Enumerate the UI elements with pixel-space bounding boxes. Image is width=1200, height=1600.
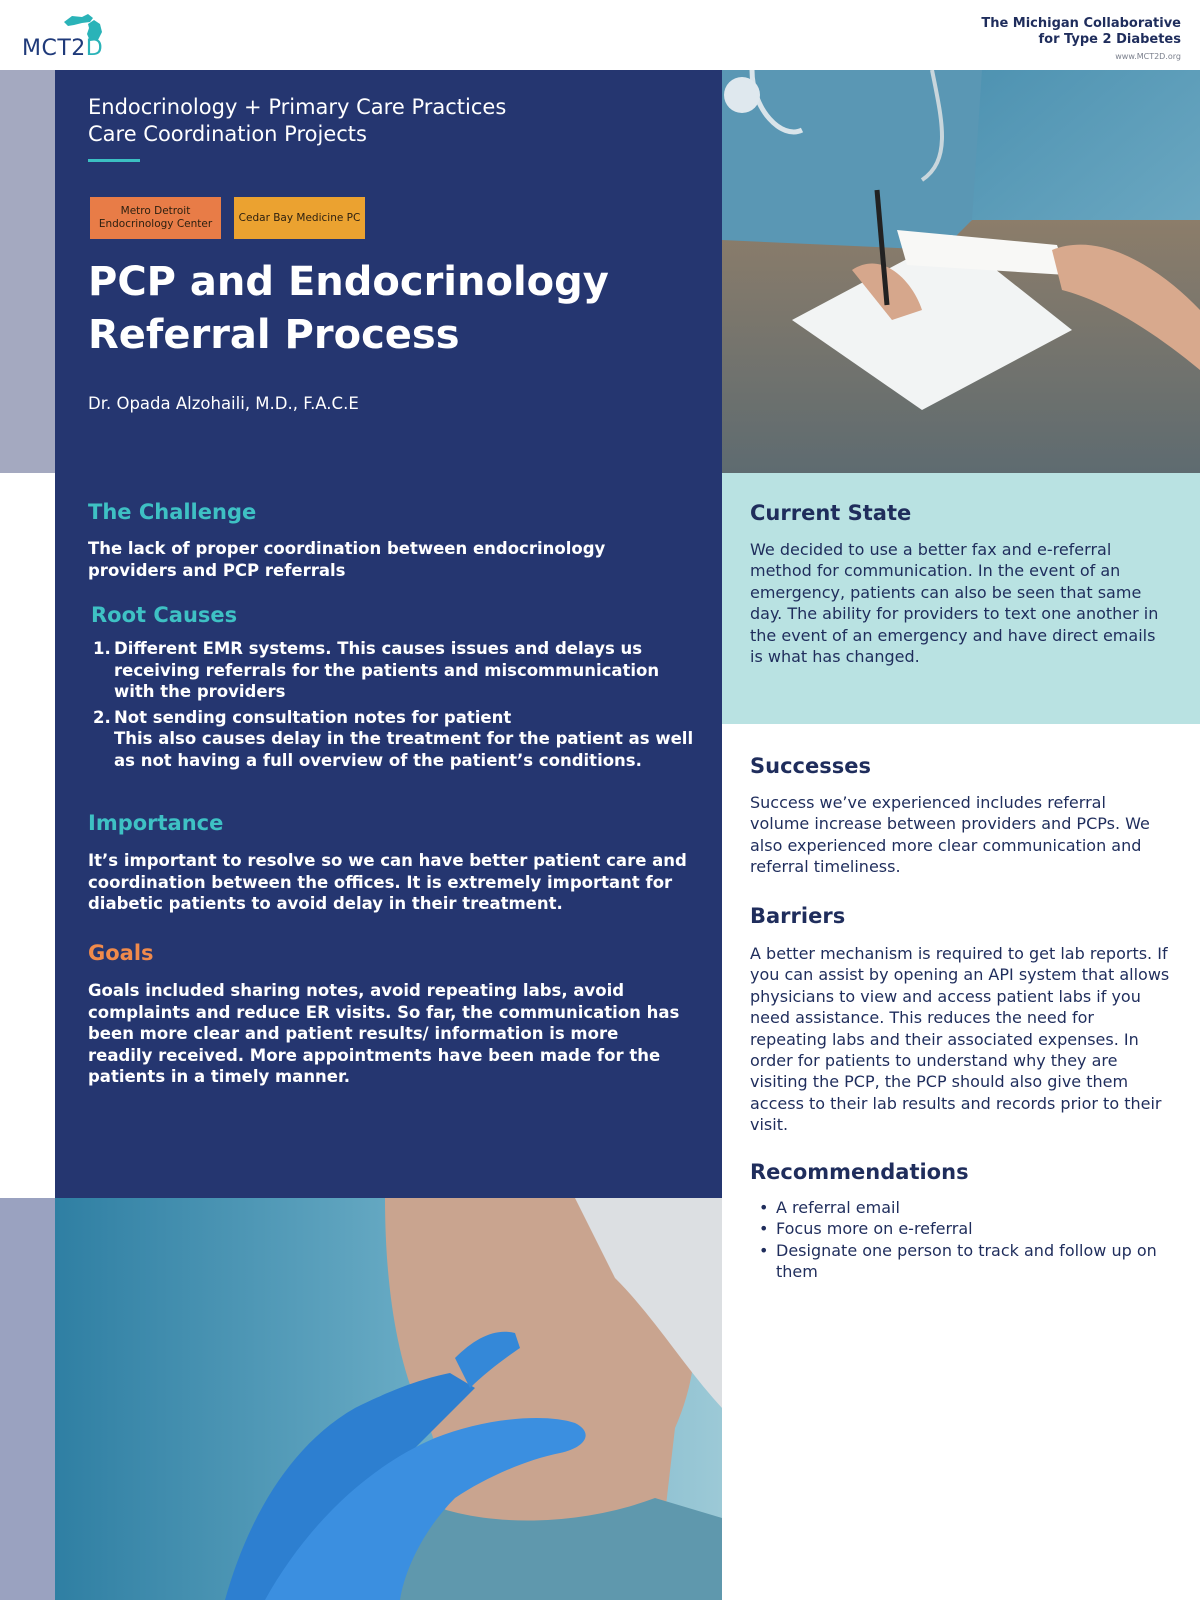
photo-thyroid-exam bbox=[55, 1198, 722, 1600]
current-state-body: We decided to use a better fax and e-referral method for communication. In the event of an emergency, patients can also be seen that same day. The ability for providers to text one another in the event of an emergency and have direct emails is what has changed. bbox=[750, 540, 1159, 667]
left-accent-strip-top bbox=[0, 70, 55, 473]
list-item-text: Focus more on e-referral bbox=[776, 1219, 973, 1239]
bullet: • bbox=[759, 1240, 769, 1260]
list-item bbox=[88, 638, 698, 703]
tag-line2: Endocrinology Center bbox=[98, 218, 213, 230]
list-item bbox=[750, 1240, 1170, 1283]
org-name-line1: The Michigan Collaborative bbox=[981, 16, 1181, 31]
root-causes-list bbox=[88, 638, 698, 771]
project-divider bbox=[88, 159, 140, 162]
project-line1: Endocrinology + Primary Care Practices bbox=[88, 95, 507, 119]
main-navy-panel bbox=[55, 70, 722, 1198]
logo-text-main: MCT2 bbox=[22, 36, 86, 61]
doctor-photo-illustration bbox=[722, 70, 1200, 473]
barriers-body: A better mechanism is required to get lab reports. If you can assist by opening an API system that allows physicians to view and access patient labs if you need assistance. This reduces the need for repeating labs and their associated expenses. In order for patients to understand why they are visiting the PCP, the PCP should also give them access to their lab results and records prior to their visit. bbox=[750, 944, 1170, 1135]
project-subtitle bbox=[88, 94, 506, 148]
importance-body: It’s important to resolve so we can have better patient care and coordination between the offices. It is extremely important for diabetic patients to avoid delay in their treatment. bbox=[88, 851, 687, 913]
successes-heading: Successes bbox=[750, 754, 871, 778]
tag-line1: Metro Detroit bbox=[120, 205, 191, 217]
photo-doctor-writing-referral bbox=[722, 70, 1200, 473]
goals-body: Goals included sharing notes, avoid repeating labs, avoid complaints and reduce ER visits. So far, the communication has been more clear and patient results/ information is more readily received. More appointments have been made for the patients in a timely manner. bbox=[88, 981, 680, 1086]
list-item bbox=[750, 1197, 1170, 1218]
thyroid-exam-illustration bbox=[55, 1198, 722, 1600]
title-line2: Referral Process bbox=[88, 312, 460, 358]
list-item-text: Designate one person to track and follow up on them bbox=[776, 1240, 1157, 1282]
list-item bbox=[750, 1218, 1170, 1239]
importance-heading: Importance bbox=[88, 811, 224, 835]
list-item-text: A referral email bbox=[776, 1198, 900, 1217]
list-item-text: Not sending consultation notes for patient bbox=[114, 707, 512, 727]
page-title bbox=[88, 256, 688, 362]
tag-line1: Cedar Bay Medicine PC bbox=[238, 211, 361, 224]
successes-body: Success we’ve experienced includes referral volume increase between providers and PCPs. We also experienced more clear communication and referral timeliness. bbox=[750, 793, 1150, 877]
current-state-heading: Current State bbox=[750, 501, 912, 525]
current-state-box bbox=[722, 473, 1200, 724]
page-header bbox=[0, 0, 1200, 70]
recommendations-heading: Recommendations bbox=[750, 1160, 969, 1184]
list-item bbox=[88, 707, 698, 772]
logo-wordmark bbox=[22, 36, 103, 61]
list-item-number: 2. bbox=[93, 707, 111, 727]
org-name-line2: for Type 2 Diabetes bbox=[1038, 32, 1181, 47]
title-line1: PCP and Endocrinology bbox=[88, 259, 609, 305]
list-item-number: 1. bbox=[93, 639, 111, 658]
goals-heading: Goals bbox=[88, 941, 154, 965]
project-line2: Care Coordination Projects bbox=[88, 122, 367, 146]
practice-tag-cedar-bay bbox=[234, 197, 365, 239]
bullet: • bbox=[759, 1198, 769, 1217]
logo-text-accent: D bbox=[85, 36, 104, 61]
barriers-heading: Barriers bbox=[750, 904, 846, 928]
author: Dr. Opada Alzohaili, M.D., F.A.C.E bbox=[88, 394, 359, 413]
root-causes-heading: Root Causes bbox=[91, 603, 238, 627]
bullet: • bbox=[759, 1219, 769, 1239]
recommendations-list bbox=[750, 1197, 1170, 1283]
practice-tag-metro-detroit bbox=[90, 197, 221, 239]
challenge-heading: The Challenge bbox=[88, 500, 257, 524]
mct2d-logo bbox=[22, 12, 122, 62]
organization-block bbox=[981, 16, 1181, 61]
list-item-subtext: This also causes delay in the treatment for the patient as well as not having a full overview of the patient’s conditions. bbox=[114, 729, 694, 770]
list-item-text: Different EMR systems. This causes issues and delays us receiving referrals for the patients and miscommunication with the providers bbox=[114, 639, 660, 701]
challenge-body: The lack of proper coordination between endocrinology providers and PCP referrals bbox=[88, 539, 606, 580]
left-accent-strip-bottom bbox=[0, 1198, 55, 1600]
org-url[interactable]: www.MCT2D.org bbox=[1115, 52, 1181, 61]
